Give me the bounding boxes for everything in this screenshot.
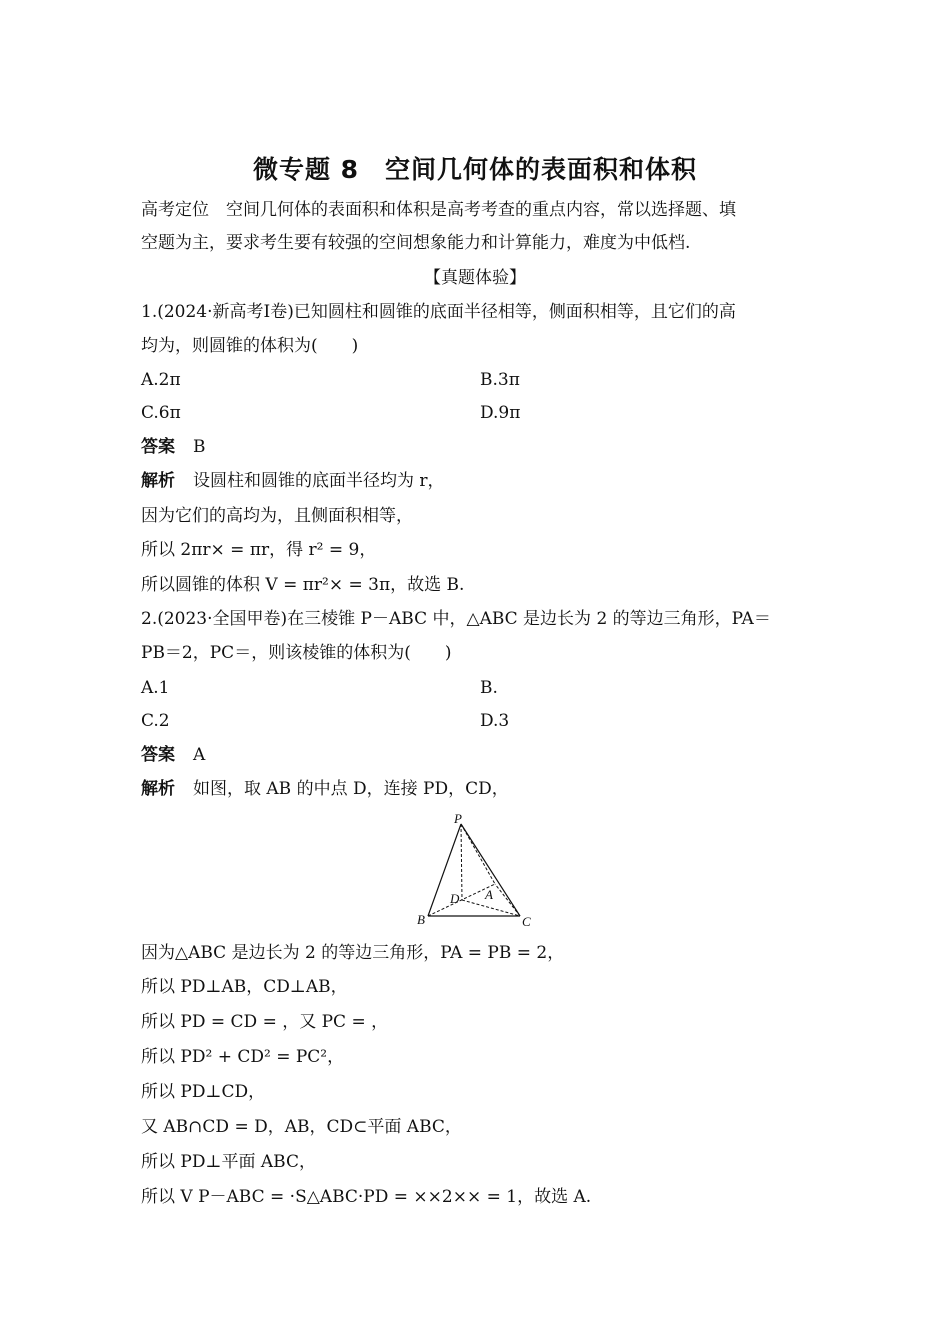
q1-option-c: C.6π: [141, 403, 181, 423]
q1-analysis-text: 设圆柱和圆锥的底面半径均为 r，: [193, 471, 445, 491]
page-title: 微专题 8 空间几何体的表面积和体积: [252, 155, 698, 184]
q2-analysis-line-2: 因为△ABC 是边长为 2 的等边三角形，PA = PB = 2，: [141, 943, 565, 963]
edge-ca: [495, 884, 520, 916]
q2-analysis-label: 解析: [141, 779, 175, 799]
label-p: P: [454, 812, 462, 826]
q2-analysis-line-3: 所以 PD⊥AB，CD⊥AB，: [141, 977, 348, 997]
q1-analysis-line-2: 因为它们的高均为，且侧面积相等，: [141, 506, 413, 526]
intro-line-2: 空题为主，要求考生要有较强的空间想象能力和计算能力，难度为中低档.: [141, 233, 691, 253]
q2-option-a: A.1: [141, 678, 170, 698]
q2-stem-line-2: PB＝2，PC＝，则该棱锥的体积为( ): [141, 643, 452, 663]
q1-answer-value: B: [193, 437, 206, 457]
q1-analysis-label: 解析: [141, 471, 175, 491]
q2-analysis-line-8: 所以 PD⊥平面 ABC，: [141, 1152, 316, 1172]
q2-answer-value: A: [193, 745, 206, 765]
q1-analysis-line-4: 所以圆锥的体积 V = πr²× = 3π，故选 B.: [141, 575, 465, 595]
q1-option-d: D.9π: [480, 403, 521, 423]
q2-analysis-line-7: 又 AB∩CD = D，AB，CD⊂平面 ABC，: [141, 1117, 462, 1137]
q2-option-c: C.2: [141, 711, 170, 731]
q1-answer-label: 答案: [141, 437, 175, 457]
q1-analysis-line-1: [141, 469, 445, 493]
edge-pa: [461, 824, 495, 884]
q2-option-d: D.3: [480, 711, 510, 731]
q2-analysis-line-5: 所以 PD² + CD² = PC²，: [141, 1047, 345, 1067]
label-a: A: [485, 887, 493, 902]
q2-stem-line-1: 2.(2023·全国甲卷)在三棱锥 P－ABC 中，△ABC 是边长为 2 的等边三角形，PA＝: [141, 609, 771, 629]
q1-answer: [141, 435, 206, 459]
q1-option-b: B.3π: [480, 370, 520, 390]
q1-option-a: A.2π: [141, 370, 181, 390]
q2-analysis-text: 如图，取 AB 的中点 D，连接 PD，CD，: [193, 779, 509, 799]
q2-analysis-line-4: 所以 PD = CD = ，又 PC = ，: [141, 1012, 389, 1032]
edge-pd: [461, 824, 462, 900]
label-d: D: [450, 891, 460, 906]
q2-answer: [141, 743, 205, 767]
q2-analysis-line-9: 所以 V P－ABC = ·S△ABC·PD = ××2×× = 1，故选 A.: [141, 1187, 592, 1207]
q2-option-b: B.: [480, 678, 498, 698]
edge-pc: [461, 824, 520, 916]
intro-line-1: 高考定位 空间几何体的表面积和体积是高考考查的重点内容，常以选择题、填: [141, 200, 736, 220]
section-heading: 【真题体验】: [424, 268, 526, 288]
q1-stem-line-1: 1.(2024·新高考Ⅰ卷)已知圆柱和圆锥的底面半径相等，侧面积相等，且它们的高: [141, 302, 736, 322]
label-b: B: [417, 912, 425, 927]
q2-analysis-line-6: 所以 PD⊥CD，: [141, 1082, 266, 1102]
tetrahedron-figure: [412, 812, 542, 930]
label-c: C: [522, 914, 531, 929]
q2-answer-label: 答案: [141, 745, 175, 765]
q1-stem-line-2: 均为，则圆锥的体积为( ): [141, 336, 359, 356]
q2-analysis-line-1: [141, 777, 509, 801]
q1-analysis-line-3: 所以 2πr× = πr，得 r² = 9，: [141, 540, 377, 560]
